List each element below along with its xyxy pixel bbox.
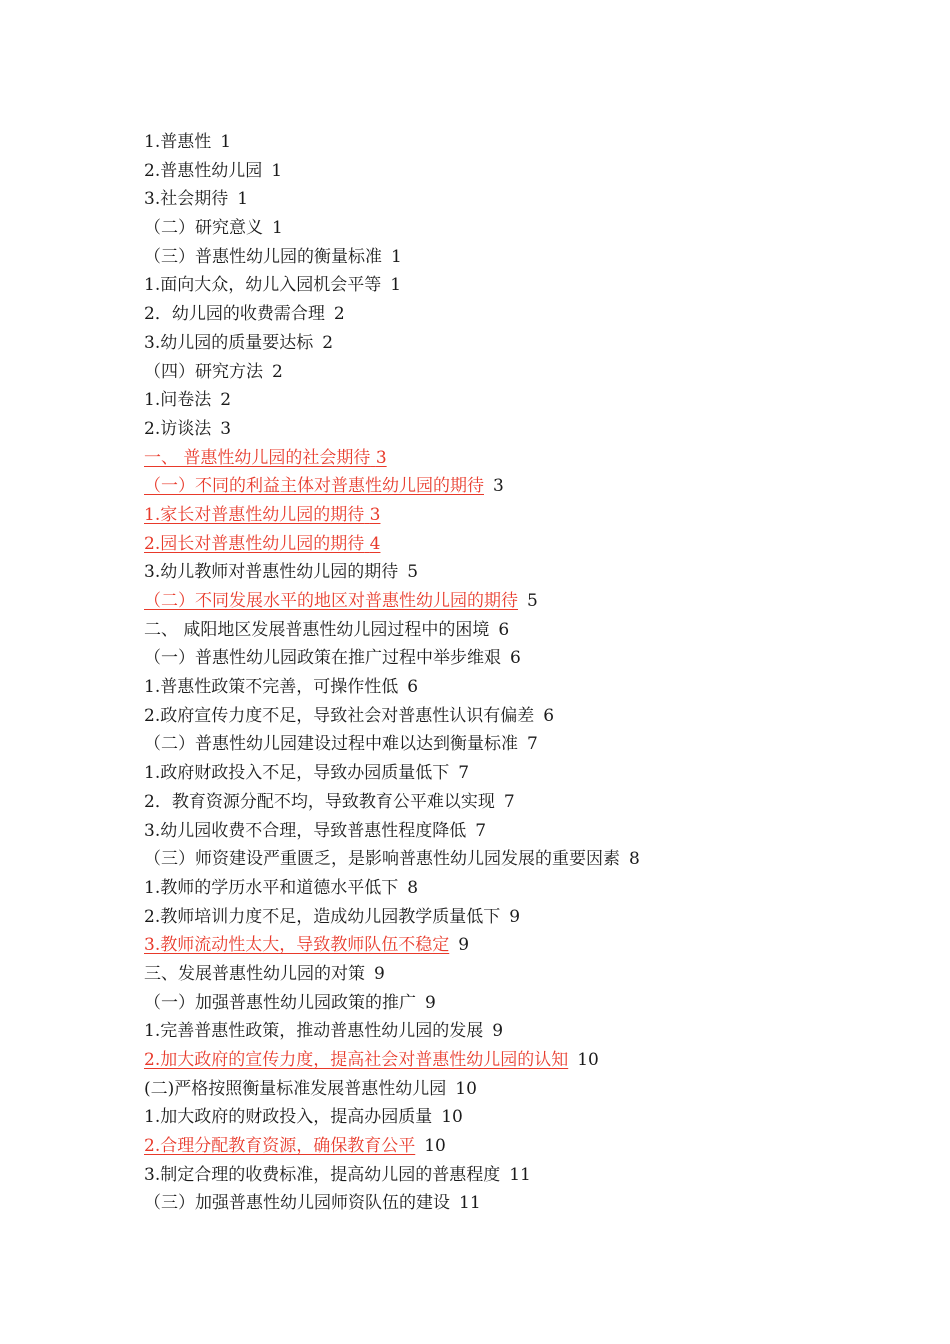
toc-entry: [144, 903, 904, 932]
toc-entry: [144, 759, 904, 788]
toc-entry-title: 3.社会期待: [144, 189, 229, 210]
toc-entry: [144, 386, 904, 415]
toc-entry-title: 1.加大政府的财政投入，提高办园质量: [144, 1107, 433, 1128]
toc-entry-title: 1.教师的学历水平和道德水平低下: [144, 877, 399, 898]
toc-entry-page: 2: [272, 361, 283, 382]
toc-entry-title: 三、发展普惠性幼儿园的对策: [144, 963, 365, 984]
toc-entry-title: （二）普惠性幼儿园建设过程中难以达到衡量标准: [144, 734, 518, 755]
toc-entry-title[interactable]: 2.合理分配教育资源，确保教育公平: [144, 1136, 416, 1157]
toc-entry-page: 10: [577, 1050, 599, 1070]
toc-entry-page: 5: [527, 591, 538, 611]
toc-entry-title: 2．幼儿园的收费需合理: [144, 304, 325, 325]
toc-entry-page: 8: [407, 877, 419, 898]
toc-entry-title[interactable]: 3.教师流动性太大，导致教师队伍不稳定: [144, 935, 450, 956]
toc-entry: [144, 1017, 904, 1046]
toc-entry-page: 10: [424, 1136, 446, 1157]
toc-entry-page: 1: [272, 218, 283, 239]
toc-entry-title: 3.幼儿园的质量要达标: [144, 332, 314, 353]
toc-entry: [144, 960, 904, 989]
toc-entry-title: 二、 咸阳地区发展普惠性幼儿园过程中的困境: [144, 619, 490, 640]
toc-entry-page: 11: [509, 1164, 531, 1185]
toc-entry[interactable]: [144, 1046, 904, 1075]
toc-entry-page: 7: [475, 820, 487, 841]
toc-entry: [144, 788, 904, 817]
toc-entry[interactable]: [144, 501, 904, 530]
toc-entry-page: 3: [493, 476, 504, 497]
toc-entry: [144, 1075, 904, 1104]
toc-entry-title[interactable]: （一）不同的利益主体对普惠性幼儿园的期待: [144, 476, 484, 497]
toc-entry-page: 3: [220, 418, 232, 439]
toc-entry[interactable]: [144, 530, 904, 559]
toc-entry-title: 2.访谈法: [144, 418, 212, 439]
toc-entry-page: 9: [425, 992, 436, 1013]
toc-entry: [144, 329, 904, 358]
toc-entry: [144, 817, 904, 846]
toc-entry: [144, 616, 904, 645]
toc-entry: [144, 874, 904, 903]
toc-entry: [144, 300, 904, 329]
table-of-contents: [144, 128, 904, 1218]
toc-entry-page: 11: [459, 1193, 481, 1214]
toc-entry-page: 6: [543, 705, 555, 726]
toc-entry-page: 9: [374, 963, 385, 984]
toc-entry: [144, 989, 904, 1018]
toc-entry-page: 2: [322, 332, 334, 353]
toc-entry-title: 1.面向大众，幼儿入园机会平等: [144, 275, 382, 296]
toc-entry-page: 4: [369, 533, 381, 554]
toc-entry-page: 3: [369, 504, 381, 525]
toc-entry-title: （一）加强普惠性幼儿园政策的推广: [144, 992, 416, 1013]
toc-entry-title: （三）师资建设严重匮乏，是影响普惠性幼儿园发展的重要因素: [144, 849, 620, 870]
toc-entry-title: （三）普惠性幼儿园的衡量标准: [144, 246, 382, 267]
toc-entry-title: 2.教师培训力度不足，造成幼儿园教学质量低下: [144, 906, 501, 927]
toc-entry[interactable]: [144, 587, 904, 616]
toc-entry: [144, 1103, 904, 1132]
toc-entry-title[interactable]: 2.加大政府的宣传力度，提高社会对普惠性幼儿园的认知: [144, 1050, 569, 1070]
toc-entry-page: 7: [527, 734, 538, 755]
toc-entry: [144, 702, 904, 731]
toc-entry-title: （三）加强普惠性幼儿园师资队伍的建设: [144, 1193, 450, 1214]
toc-entry-page: 7: [503, 791, 515, 812]
toc-entry-page: 9: [458, 935, 470, 956]
toc-entry: [144, 358, 904, 387]
toc-entry: [144, 128, 904, 157]
toc-entry-title: 3.幼儿教师对普惠性幼儿园的期待: [144, 562, 399, 583]
toc-entry-title[interactable]: 一、 普惠性幼儿园的社会期待: [144, 447, 371, 468]
toc-entry-title: (二)严格按照衡量标准发展普惠性幼儿园: [144, 1078, 447, 1099]
toc-entry-page: 5: [407, 562, 419, 583]
toc-entry[interactable]: [144, 472, 904, 501]
toc-entry-title: （一）普惠性幼儿园政策在推广过程中举步维艰: [144, 648, 501, 669]
toc-entry-page: 6: [407, 677, 419, 698]
toc-entry-title: 3.制定合理的收费标准，提高幼儿园的普惠程度: [144, 1164, 501, 1185]
toc-entry: [144, 157, 904, 186]
toc-entry[interactable]: [144, 931, 904, 960]
toc-entry[interactable]: [144, 1132, 904, 1161]
toc-entry: [144, 673, 904, 702]
toc-entry-page: 10: [455, 1078, 477, 1099]
toc-entry-title: 2.普惠性幼儿园: [144, 160, 263, 181]
toc-entry-title: （二）研究意义: [144, 218, 263, 239]
toc-entry-title: 1.完善普惠性政策，推动普惠性幼儿园的发展: [144, 1021, 484, 1042]
toc-entry: [144, 1189, 904, 1218]
toc-entry-page: 9: [509, 906, 521, 927]
toc-entry-title: 2．教育资源分配不均，导致教育公平难以实现: [144, 791, 495, 812]
toc-entry-title: 1.问卷法: [144, 390, 212, 411]
toc-entry[interactable]: [144, 444, 904, 473]
toc-entry-title: （四）研究方法: [144, 361, 263, 382]
toc-entry: [144, 845, 904, 874]
toc-entry: [144, 730, 904, 759]
toc-entry-page: 2: [220, 390, 232, 411]
toc-entry-title: 1.普惠性政策不完善，可操作性低: [144, 677, 399, 698]
toc-entry-page: 1: [391, 246, 402, 267]
toc-entry-page: 3: [375, 447, 387, 468]
toc-entry-title: 1.普惠性: [144, 132, 212, 152]
toc-entry-page: 1: [390, 275, 402, 296]
toc-entry: [144, 271, 904, 300]
toc-entry-title: 3.幼儿园收费不合理，导致普惠性程度降低: [144, 820, 467, 841]
toc-entry: [144, 1161, 904, 1190]
toc-entry-title: 2.政府宣传力度不足，导致社会对普惠性认识有偏差: [144, 705, 535, 726]
toc-entry-title[interactable]: 1.家长对普惠性幼儿园的期待: [144, 504, 365, 525]
toc-entry-page: 8: [629, 849, 640, 870]
toc-entry: [144, 214, 904, 243]
toc-entry-title[interactable]: 2.园长对普惠性幼儿园的期待: [144, 533, 365, 554]
toc-entry: [144, 558, 904, 587]
toc-entry-page: 2: [333, 304, 345, 325]
toc-entry-page: 10: [441, 1107, 463, 1128]
toc-entry: [144, 415, 904, 444]
toc-entry-page: 1: [237, 189, 249, 210]
toc-entry: [144, 243, 904, 272]
toc-entry-page: 6: [498, 619, 510, 640]
toc-entry-page: 6: [510, 648, 521, 669]
toc-entry-page: 9: [492, 1021, 504, 1042]
toc-entry: [144, 185, 904, 214]
toc-entry-page: 1: [220, 132, 232, 152]
toc-entry-title: 1.政府财政投入不足，导致办园质量低下: [144, 763, 450, 784]
toc-entry-page: 1: [271, 160, 283, 181]
toc-entry-title[interactable]: （二）不同发展水平的地区对普惠性幼儿园的期待: [144, 591, 518, 611]
toc-entry-page: 7: [458, 763, 470, 784]
toc-entry: [144, 644, 904, 673]
